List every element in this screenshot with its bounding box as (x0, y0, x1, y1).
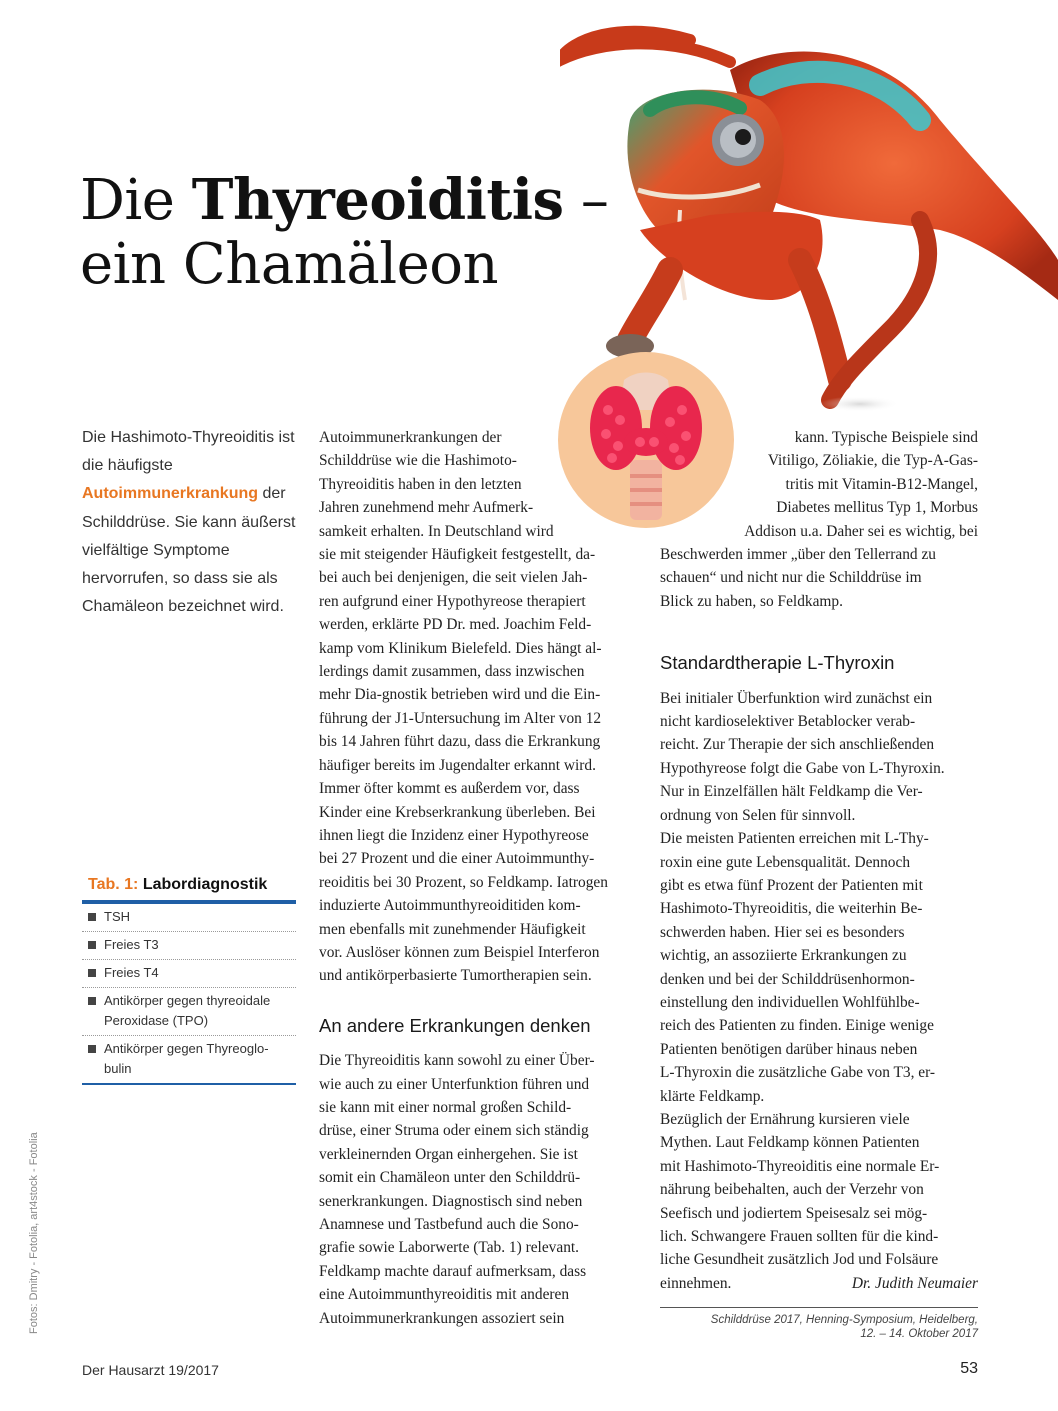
text-line: reicht. Zur Therapie der sich anschließenden (660, 736, 935, 754)
source-line-2: 12. – 14. Oktober 2017 (860, 1328, 978, 1341)
bullet-square-icon (88, 1045, 96, 1053)
text-line: Hypothyreose folgt die Gabe von L-Thyroxin. (660, 759, 945, 777)
photo-credit: Fotos: Dmitry - Fotolia, art4stock - Fotolia (28, 1132, 40, 1334)
text-line: Addison u.a. Daher sei es wichtig, bei (744, 522, 978, 540)
source-reference (660, 1313, 978, 1341)
text-line: schauen“ und nicht nur die Schilddrüse im (660, 569, 922, 587)
table-item: Freies T3 (82, 932, 296, 960)
text-line: Seefisch und jodiertem Speisesalz sei mög- (660, 1204, 928, 1222)
column-1-paragraph-2 (319, 1049, 631, 1330)
text-line: tritis mit Vitamin-B12-Mangel, (785, 475, 978, 493)
bullet-square-icon (88, 997, 96, 1005)
table-item: Antikörper gegen Thyreoglo-bulin (82, 1036, 296, 1083)
text-line: nährung beibehalten, auch der Verzehr von (660, 1181, 924, 1199)
column-1-paragraph (319, 426, 631, 988)
text-line: Immer öfter kommt es außerdem vor, dass (319, 780, 580, 798)
text-line: sie kann mit einer normal großen Schild- (319, 1098, 572, 1116)
text-line: klärte Feldkamp. (660, 1087, 765, 1105)
text-line: sie mit steigender Häufigkeit festgestellt, da- (319, 546, 596, 564)
text-line: L-Thyroxin die zusätzliche Gabe von T3, er- (660, 1064, 936, 1082)
column-2-paragraph-2 (660, 687, 978, 1272)
lab-diagnostics-table (82, 870, 296, 1085)
text-line: grafie sowie Laborwerte (Tab. 1) relevant. (319, 1239, 580, 1257)
text-line: Anamnese und Tastbefund auch die Sono- (319, 1216, 579, 1233)
text-line: bei auch bei denjenigen, die seit vielen Jah- (319, 569, 588, 587)
text-line: vor. Auslöser können zum Beispiel Interferon (319, 943, 600, 961)
text-line: verkleinernden Organ einhergehen. Sie ist (319, 1145, 578, 1163)
text-line: häufiger bereits im Jugendalter erkannt wird. (319, 756, 596, 774)
text-line: Kinder eine Krebserkrankung überleben. Bei (319, 803, 596, 821)
text-line: Autoimmunerkrankungen assoziert sein (319, 1309, 565, 1327)
text-line: ihnen liegt die Inzidenz einer Hypothyreose (319, 826, 589, 844)
text-line: Blick zu haben, so Feldkamp. (660, 592, 843, 610)
source-line-1: Schilddrüse 2017, Henning-Symposium, Heidelberg, (710, 1314, 978, 1327)
text-line: Bei initialer Überfunktion wird zunächst ein (660, 689, 933, 707)
text-line: reoiditis bei 30 Prozent, so Feldkamp. Iatrogen (319, 873, 608, 891)
journal-issue: Der Hausarzt 19/2017 (82, 1362, 219, 1378)
title-line-1 (80, 168, 640, 233)
section-heading-erkrankungen: An andere Erkrankungen denken (319, 1014, 591, 1036)
text-line: Patienten benötigen darüber hinaus neben (660, 1040, 918, 1058)
text-line: Autoimmunerkrankungen der (319, 429, 502, 446)
text-line: bei 27 Prozent und die einer Autoimmunthy- (319, 850, 595, 868)
text-line: eine Autoimmunthyreoiditis mit anderen (319, 1286, 570, 1304)
text-line: Bezüglich der Ernährung kursieren viele (660, 1110, 910, 1128)
article-column-1 (319, 426, 631, 1330)
table-number: Tab. 1: (88, 876, 139, 893)
text-line: wie auch zu einer Unterfunktion führen und (319, 1075, 590, 1093)
text-line: lerdings damit zusammen, dass inzwischen (319, 663, 585, 681)
intro-text-2: der Schilddrüse. Sie kann äußerst vielfältige Symptome hervorrufen, so dass sie als Chamäleon bezeichnet wird. (82, 485, 296, 616)
text-line: und antikörperbasierte Tumortherapien sein. (319, 967, 592, 985)
text-line: samkeit erhalten. In Deutschland wird (319, 522, 554, 540)
text-line: Diabetes mellitus Typ 1, Morbus (776, 499, 978, 517)
text-line: drüse, einer Struma oder einem sich ständig (319, 1122, 589, 1140)
text-line: Vitiligo, Zöliakie, die Typ-A-Gas- (767, 452, 978, 470)
closing-text: einnehmen. (660, 1274, 732, 1292)
text-line: kamp vom Klinikum Bielefeld. Dies hängt al- (319, 639, 602, 657)
article-column-2 (660, 426, 978, 1341)
table-item: Antikörper gegen thyreoidale Peroxidase (TPO) (82, 988, 296, 1036)
text-line: Feldkamp machte darauf aufmerksam, dass (319, 1262, 587, 1280)
text-line: bis 14 Jahren führt dazu, dass die Erkrankung (319, 733, 601, 751)
table-list (82, 904, 296, 1083)
text-line: induzierte Autoimmunthyreoiditiden kom- (319, 897, 581, 915)
text-line: kann. Typische Beispiele sind (794, 429, 978, 446)
table-bottom-bar (82, 1083, 296, 1085)
text-line: Hashimoto-Thyreoiditis, die weiterhin Be- (660, 900, 923, 918)
bullet-square-icon (88, 941, 96, 949)
text-line: lich. Schwangere Frauen sollten für die kind- (660, 1228, 939, 1245)
text-line: Jahren zunehmend mehr Aufmerk- (319, 499, 534, 517)
text-line: werden, erklärte PD Dr. med. Joachim Feld- (319, 616, 592, 634)
column-2-paragraph (660, 426, 978, 613)
section-heading-therapie: Standardtherapie L-Thyroxin (660, 652, 895, 674)
text-line: Die Thyreoiditis kann sowohl zu einer Über- (319, 1052, 595, 1070)
intro-highlight: Autoimmunerkrankung (82, 485, 259, 503)
bullet-square-icon (88, 969, 96, 977)
text-line: ren aufgrund einer Hypothyreose therapiert (319, 592, 586, 610)
text-line: Beschwerden immer „über den Tellerrand zu (660, 546, 936, 564)
text-line: liche Gesundheit zusätzlich Jod und Folsäure (660, 1251, 939, 1269)
title-word-die: Die (80, 168, 175, 233)
text-line: mehr Dia-gnostik betrieben wird und die Ein- (319, 686, 601, 704)
text-line: denken und bei der Schilddrüsenhormon- (660, 970, 915, 988)
page-number: 53 (960, 1360, 978, 1377)
text-line: Thyreoiditis haben in den letzten (319, 475, 522, 493)
text-line: Mythen. Laut Feldkamp können Patienten (660, 1134, 920, 1152)
text-line: men ebenfalls mit zunehmender Häufigkeit (319, 920, 586, 938)
text-line: roxin eine gute Lebensqualität. Dennoch (660, 853, 911, 871)
table-item: TSH (82, 904, 296, 932)
text-line: Die meisten Patienten erreichen mit L-Thy- (660, 830, 929, 848)
text-line: Nur in Einzelfällen hält Feldkamp die Ver- (660, 783, 923, 801)
intro-teaser (82, 424, 302, 621)
author-name: Dr. Judith Neumaier (851, 1274, 978, 1292)
table-label: Labordiagnostik (142, 876, 268, 893)
title-word-thyreoiditis: Thyreoiditis (191, 167, 564, 233)
text-line: mit Hashimoto-Thyreoiditis eine normale Er- (660, 1157, 940, 1175)
text-line: gibt es etwa fünf Prozent der Patienten mit (660, 876, 923, 894)
text-line: senerkrankungen. Diagnostisch sind neben (319, 1192, 583, 1210)
text-line: einstellung den individuellen Wohlfühlbe- (660, 993, 920, 1011)
text-line: somit ein Chamäleon unter den Schilddrü- (319, 1169, 581, 1187)
text-line: ordnung von Selen für sinnvoll. (660, 806, 856, 824)
table-title (82, 870, 296, 900)
table-item: Freies T4 (82, 960, 296, 988)
text-line: wichtig, an assoziierte Erkrankungen zu (660, 947, 907, 965)
text-line: reich des Patienten zu finden. Einige wenige (660, 1017, 934, 1035)
intro-text-1: Die Hashimoto-Thyreoiditis ist die häufigste (82, 429, 295, 475)
text-line: nicht kardioselektiver Betablocker verab- (660, 713, 916, 731)
text-line: schwerden haben. Hier sei es besonders (660, 923, 905, 941)
text-line: Schilddrüse wie die Hashimoto- (319, 452, 517, 470)
text-line: führung der J1-Untersuchung im Alter von 12 (319, 709, 602, 727)
closing-line (660, 1272, 978, 1295)
title-dash: – (580, 168, 609, 233)
bullet-square-icon (88, 913, 96, 921)
page-title (80, 168, 640, 297)
title-line-2: ein Chamäleon (80, 232, 499, 297)
